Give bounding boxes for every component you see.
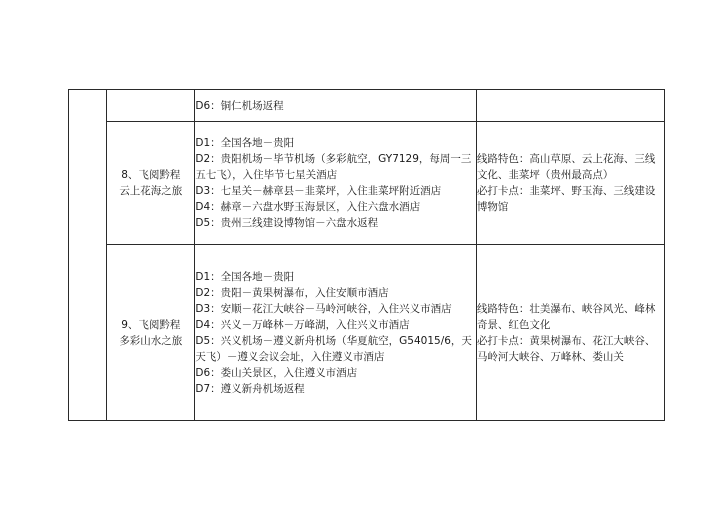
itinerary-day: D3：七星关－赫章县－韭菜坪，入住韭菜坪附近酒店 [195,185,442,197]
blank-index-cell [69,90,107,421]
itinerary-day: D4：赫章－六盘水野玉海景区，入住六盘水酒店 [195,201,421,213]
table-row [69,122,665,245]
route-name-line: 云上花海之旅 [119,185,183,197]
route-name-cell [107,245,195,421]
table-row [69,245,665,421]
route-name-line: 9、飞阅黔程 [121,318,181,331]
itinerary-cell [195,90,477,122]
itinerary-day: D7：遵义新舟机场返程 [195,382,305,395]
route-name-cell [107,122,195,245]
features-cell [476,90,664,122]
route-name-line: 多彩山水之旅 [119,334,183,347]
route-highlights: 必打卡点：韭菜坪、野玉海、三线建设博物馆 [476,185,656,213]
features-cell [476,122,664,245]
route-highlights: 必打卡点：黄果树瀑布、花江大峡谷、马岭河大峡谷、万峰林、娄山关 [476,334,656,363]
itinerary-day: D2：贵阳机场－毕节机场（多彩航空，GY7129，每周一三五七飞），入住毕节七星关酒店 [195,153,472,181]
route-table [68,89,665,421]
route-features: 线路特色：高山草原、云上花海、三线文化、韭菜坪（贵州最高点） [476,153,656,181]
itinerary-day: D1：全国各地－贵阳 [195,270,295,283]
itinerary-day: D6：娄山关景区，入住遵义市酒店 [195,366,358,379]
itinerary-day: D2：贵阳－黄果树瀑布，入住安顺市酒店 [195,286,389,299]
route-name-line: 8、飞阅黔程 [121,169,181,181]
itinerary-day: D6：铜仁机场返程 [195,99,284,112]
features-cell [476,245,664,421]
route-features: 线路特色：壮美瀑布、峡谷风光、峰林奇景、红色文化 [476,302,656,331]
itinerary-day: D1：全国各地－贵阳 [195,137,295,149]
itinerary-cell [195,245,477,421]
itinerary-day: D3：安顺－花江大峡谷－马岭河峡谷，入住兴义市酒店 [195,302,452,315]
itinerary-cell [195,122,477,245]
table-row [69,90,665,122]
itinerary-day: D5：贵州三线建设博物馆－六盘水返程 [195,217,379,229]
itinerary-day: D4：兴义－万峰林－万峰湖，入住兴义市酒店 [195,318,410,331]
route-name-cell [107,90,195,122]
itinerary-day: D5：兴义机场－遵义新舟机场（华夏航空，G54015/6，天天飞）－遵义会议会址，入住遵义市酒店 [195,334,472,363]
